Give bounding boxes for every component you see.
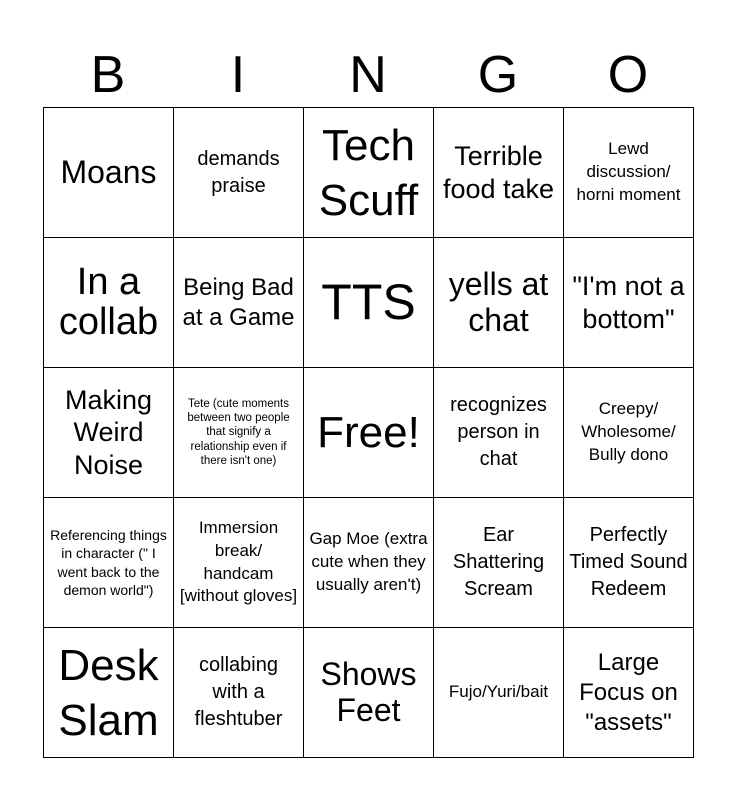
cell-text: Being Bad at a Game [182,273,295,331]
bingo-board [43,107,694,758]
cell-text: recognizes person in chat [450,394,547,470]
bingo-cell-r4c4[interactable] [434,498,564,628]
bingo-header [43,42,693,108]
header-letter-g: G [477,46,519,104]
cell-text: Immersion break/ handcam [without gloves] [179,517,298,606]
bingo-cell-r1c4[interactable] [434,108,564,238]
cell-text: Creepy/ Wholesome/ Bully dono [581,399,676,464]
bingo-cell-r2c3[interactable] [304,238,434,368]
header-letter-i: I [230,46,246,104]
bingo-cell-r5c4[interactable] [434,628,564,758]
cell-text: Moans [60,153,157,190]
bingo-cell-r4c1[interactable] [44,498,174,628]
cell-text: Terrible food take [442,141,555,204]
bingo-cell-r1c3[interactable] [304,108,434,238]
cell-text: Gap Moe (extra cute when they usually aren't) [309,529,428,594]
bingo-cell-r3c1[interactable] [44,368,174,498]
bingo-cell-r5c2[interactable] [174,628,304,758]
cell-text: Fujo/Yuri/bait [448,682,549,702]
cell-text: Lewd discussion/ horni moment [576,139,681,204]
header-letter-o: O [607,46,649,104]
cell-text: Large Focus on "assets" [579,648,678,736]
bingo-cell-r1c2[interactable] [174,108,304,238]
bingo-cell-r5c1[interactable] [44,628,174,758]
cell-text: In a collab [58,260,159,343]
cell-text: TTS [321,274,416,330]
cell-text: Desk Slam [58,640,159,745]
cell-text: collabing with a fleshtuber [194,654,283,730]
cell-text: Ear Shattering Scream [452,524,545,600]
bingo-cell-r2c1[interactable] [44,238,174,368]
cell-text: Referencing things in character (" I went back to the demon world") [50,527,167,598]
bingo-cell-r5c5[interactable] [564,628,694,758]
cell-text: "I'm not a bottom" [572,271,685,334]
header-letter-n: N [349,46,387,104]
bingo-cell-r3c5[interactable] [564,368,694,498]
bingo-cell-r1c1[interactable] [44,108,174,238]
bingo-cell-r3c3[interactable] [304,368,434,498]
cell-text: Free! [317,408,420,457]
bingo-cell-r2c4[interactable] [434,238,564,368]
cell-text: demands praise [197,147,280,197]
bingo-cell-r3c2[interactable] [174,368,304,498]
bingo-cell-r4c2[interactable] [174,498,304,628]
bingo-cell-r4c5[interactable] [564,498,694,628]
cell-text: Making Weird Noise [64,384,153,480]
header-letter-b: B [90,46,126,104]
cell-text: Perfectly Timed Sound Redeem [569,524,688,600]
bingo-cell-r2c2[interactable] [174,238,304,368]
cell-text: Tech Scuff [318,120,419,225]
bingo-cell-r5c3[interactable] [304,628,434,758]
bingo-cell-r1c5[interactable] [564,108,694,238]
cell-text: Shows Feet [320,656,417,728]
bingo-cell-r4c3[interactable] [304,498,434,628]
cell-text: Tete (cute moments between two people that signify a relationship even if there isn't one) [187,397,290,468]
cell-text: yells at chat [448,266,549,338]
bingo-cell-r2c5[interactable] [564,238,694,368]
bingo-cell-r3c4[interactable] [434,368,564,498]
